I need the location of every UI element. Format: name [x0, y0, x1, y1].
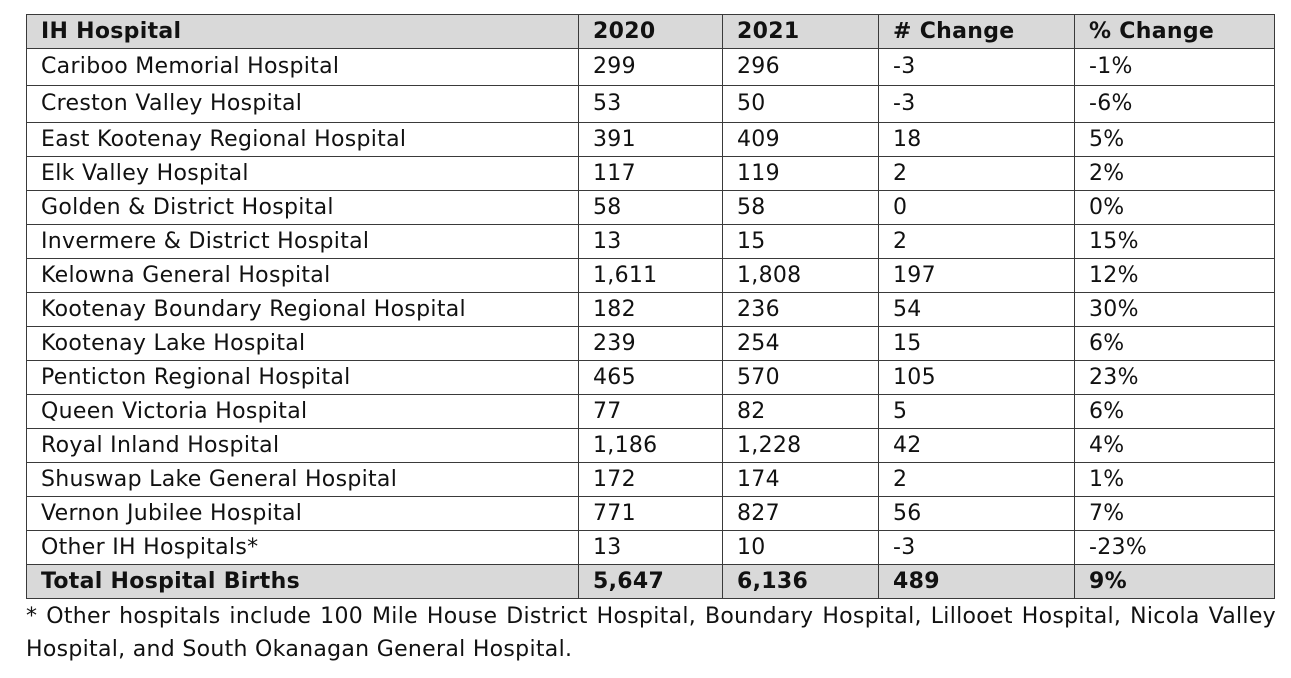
percent-change-cell: -1%	[1075, 49, 1275, 86]
number-change-cell: 2	[879, 157, 1075, 191]
births-2020-cell: 13	[579, 225, 723, 259]
column-header-2020: 2020	[579, 15, 723, 49]
table-row	[27, 531, 1275, 565]
table-row	[27, 259, 1275, 293]
births-2020-cell: 299	[579, 49, 723, 86]
births-2020-cell: 117	[579, 157, 723, 191]
percent-change-cell: 6%	[1075, 327, 1275, 361]
births-2021-cell: 236	[723, 293, 879, 327]
births-2020-cell: 771	[579, 497, 723, 531]
table-row	[27, 123, 1275, 157]
births-2021-cell: 1,228	[723, 429, 879, 463]
total-2020: 5,647	[579, 565, 723, 599]
births-2021-cell: 296	[723, 49, 879, 86]
column-header-hospital: IH Hospital	[27, 15, 579, 49]
births-2020-cell: 172	[579, 463, 723, 497]
births-2020-cell: 13	[579, 531, 723, 565]
hospital-name-cell: Golden & District Hospital	[27, 191, 579, 225]
births-2020-cell: 391	[579, 123, 723, 157]
births-2020-cell: 239	[579, 327, 723, 361]
hospital-name-cell: Other IH Hospitals*	[27, 531, 579, 565]
births-2020-cell: 58	[579, 191, 723, 225]
hospital-name-cell: Queen Victoria Hospital	[27, 395, 579, 429]
percent-change-cell: 1%	[1075, 463, 1275, 497]
hospital-name-cell: Creston Valley Hospital	[27, 86, 579, 123]
births-2021-cell: 15	[723, 225, 879, 259]
hospital-name-cell: Vernon Jubilee Hospital	[27, 497, 579, 531]
number-change-cell: 15	[879, 327, 1075, 361]
hospital-name-cell: Elk Valley Hospital	[27, 157, 579, 191]
births-2021-cell: 1,808	[723, 259, 879, 293]
table-row	[27, 86, 1275, 123]
total-row	[27, 565, 1275, 599]
percent-change-cell: -23%	[1075, 531, 1275, 565]
percent-change-cell: 7%	[1075, 497, 1275, 531]
number-change-cell: 0	[879, 191, 1075, 225]
births-2020-cell: 1,186	[579, 429, 723, 463]
births-2020-cell: 77	[579, 395, 723, 429]
births-2021-cell: 119	[723, 157, 879, 191]
hospital-name-cell: East Kootenay Regional Hospital	[27, 123, 579, 157]
births-2021-cell: 58	[723, 191, 879, 225]
table-header-row	[27, 15, 1275, 49]
percent-change-cell: 15%	[1075, 225, 1275, 259]
table-row	[27, 157, 1275, 191]
number-change-cell: 54	[879, 293, 1075, 327]
hospital-name-cell: Cariboo Memorial Hospital	[27, 49, 579, 86]
hospital-name-cell: Penticton Regional Hospital	[27, 361, 579, 395]
percent-change-cell: 4%	[1075, 429, 1275, 463]
number-change-cell: 197	[879, 259, 1075, 293]
hospital-name-cell: Kelowna General Hospital	[27, 259, 579, 293]
table-row	[27, 395, 1275, 429]
column-header-percent-change: % Change	[1075, 15, 1275, 49]
hospital-births-table	[26, 14, 1275, 599]
births-2021-cell: 827	[723, 497, 879, 531]
percent-change-cell: 6%	[1075, 395, 1275, 429]
table-row	[27, 361, 1275, 395]
total-2021: 6,136	[723, 565, 879, 599]
total-percent-change: 9%	[1075, 565, 1275, 599]
total-number-change: 489	[879, 565, 1075, 599]
births-2020-cell: 53	[579, 86, 723, 123]
births-2021-cell: 50	[723, 86, 879, 123]
table-row	[27, 429, 1275, 463]
table-row	[27, 497, 1275, 531]
number-change-cell: 42	[879, 429, 1075, 463]
table-row	[27, 327, 1275, 361]
percent-change-cell: 12%	[1075, 259, 1275, 293]
percent-change-cell: 0%	[1075, 191, 1275, 225]
number-change-cell: 56	[879, 497, 1075, 531]
hospital-name-cell: Kootenay Lake Hospital	[27, 327, 579, 361]
births-2021-cell: 409	[723, 123, 879, 157]
births-2021-cell: 82	[723, 395, 879, 429]
total-label: Total Hospital Births	[27, 565, 579, 599]
number-change-cell: 105	[879, 361, 1075, 395]
number-change-cell: 5	[879, 395, 1075, 429]
percent-change-cell: 23%	[1075, 361, 1275, 395]
table-row	[27, 225, 1275, 259]
hospital-name-cell: Invermere & District Hospital	[27, 225, 579, 259]
number-change-cell: 2	[879, 463, 1075, 497]
column-header-2021: 2021	[723, 15, 879, 49]
births-2021-cell: 570	[723, 361, 879, 395]
births-2021-cell: 174	[723, 463, 879, 497]
number-change-cell: 2	[879, 225, 1075, 259]
births-2020-cell: 1,611	[579, 259, 723, 293]
table-row	[27, 191, 1275, 225]
hospital-name-cell: Kootenay Boundary Regional Hospital	[27, 293, 579, 327]
column-header-number-change: # Change	[879, 15, 1075, 49]
births-2020-cell: 182	[579, 293, 723, 327]
births-2021-cell: 254	[723, 327, 879, 361]
percent-change-cell: 30%	[1075, 293, 1275, 327]
hospital-name-cell: Shuswap Lake General Hospital	[27, 463, 579, 497]
table-row	[27, 463, 1275, 497]
table-row	[27, 49, 1275, 86]
births-2020-cell: 465	[579, 361, 723, 395]
footnote: * Other hospitals include 100 Mile House District Hospital, Boundary Hospital, Lillooet Hospital, Nicola Valley Hospital, and South Okanagan General Hospital.	[26, 604, 1276, 662]
number-change-cell: -3	[879, 86, 1075, 123]
number-change-cell: -3	[879, 49, 1075, 86]
percent-change-cell: 5%	[1075, 123, 1275, 157]
percent-change-cell: -6%	[1075, 86, 1275, 123]
births-2021-cell: 10	[723, 531, 879, 565]
percent-change-cell: 2%	[1075, 157, 1275, 191]
number-change-cell: 18	[879, 123, 1075, 157]
number-change-cell: -3	[879, 531, 1075, 565]
hospital-name-cell: Royal Inland Hospital	[27, 429, 579, 463]
table-row	[27, 293, 1275, 327]
